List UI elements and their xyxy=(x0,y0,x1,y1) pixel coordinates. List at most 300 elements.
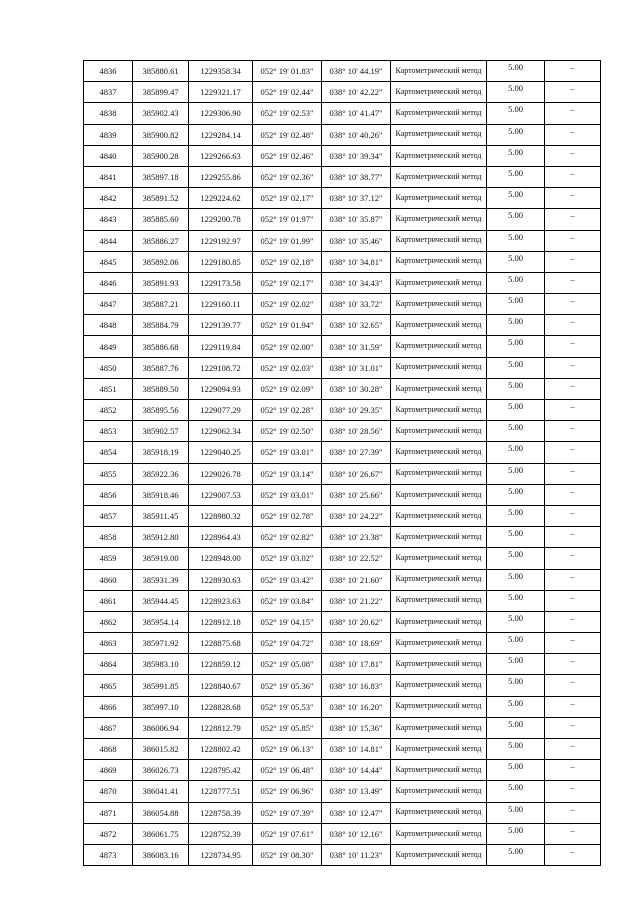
table-row xyxy=(84,251,601,272)
method: Картометрический метод xyxy=(391,654,487,675)
method: Картометрический метод xyxy=(391,188,487,209)
table-row xyxy=(84,336,601,357)
point-number: 4861 xyxy=(84,590,133,611)
latitude: 052° 19' 01.94" xyxy=(253,315,322,336)
coord-y: 1229306.90 xyxy=(189,103,253,124)
coord-y: 1229358.34 xyxy=(189,61,253,82)
coord-x: 386083.16 xyxy=(133,844,189,865)
coord-x: 385911.45 xyxy=(133,505,189,526)
note: – xyxy=(545,590,601,611)
method: Картометрический метод xyxy=(391,633,487,654)
table-row xyxy=(84,463,601,484)
coord-y: 1229255.86 xyxy=(189,166,253,187)
longitude: 038° 10' 30.28" xyxy=(322,378,391,399)
latitude: 052° 19' 02.48" xyxy=(253,124,322,145)
note: – xyxy=(545,230,601,251)
table-row xyxy=(84,823,601,844)
coord-y: 1228752.39 xyxy=(189,823,253,844)
coord-x: 385918.19 xyxy=(133,442,189,463)
note: – xyxy=(545,442,601,463)
accuracy: 5.00 xyxy=(487,166,545,187)
latitude: 052° 19' 01.83" xyxy=(253,61,322,82)
point-number: 4851 xyxy=(84,378,133,399)
accuracy: 5.00 xyxy=(487,82,545,103)
latitude: 052° 19' 07.61" xyxy=(253,823,322,844)
accuracy: 5.00 xyxy=(487,400,545,421)
longitude: 038° 10' 26.67" xyxy=(322,463,391,484)
accuracy: 5.00 xyxy=(487,823,545,844)
table-row xyxy=(84,209,601,230)
table-row xyxy=(84,400,601,421)
longitude: 038° 10' 12.16" xyxy=(322,823,391,844)
longitude: 038° 10' 20.62" xyxy=(322,611,391,632)
method: Картометрический метод xyxy=(391,315,487,336)
note: – xyxy=(545,781,601,802)
note: – xyxy=(545,611,601,632)
longitude: 038° 10' 44.19" xyxy=(322,61,391,82)
coord-y: 1229224.62 xyxy=(189,188,253,209)
method: Картометрический метод xyxy=(391,675,487,696)
note: – xyxy=(545,315,601,336)
longitude: 038° 10' 34.43" xyxy=(322,272,391,293)
note: – xyxy=(545,166,601,187)
coord-y: 1229094.93 xyxy=(189,378,253,399)
table-row xyxy=(84,378,601,399)
method: Картометрический метод xyxy=(391,230,487,251)
table-row xyxy=(84,442,601,463)
latitude: 052° 19' 03.02" xyxy=(253,548,322,569)
latitude: 052° 19' 02.17" xyxy=(253,188,322,209)
note: – xyxy=(545,505,601,526)
table-row xyxy=(84,357,601,378)
coord-x: 386054.88 xyxy=(133,802,189,823)
latitude: 052° 19' 03.42" xyxy=(253,569,322,590)
latitude: 052° 19' 02.09" xyxy=(253,378,322,399)
latitude: 052° 19' 02.00" xyxy=(253,336,322,357)
accuracy: 5.00 xyxy=(487,844,545,865)
accuracy: 5.00 xyxy=(487,802,545,823)
table-row xyxy=(84,103,601,124)
table-row xyxy=(84,611,601,632)
note: – xyxy=(545,124,601,145)
latitude: 052° 19' 03.84" xyxy=(253,590,322,611)
accuracy: 5.00 xyxy=(487,336,545,357)
table-row xyxy=(84,294,601,315)
method: Картометрический метод xyxy=(391,527,487,548)
accuracy: 5.00 xyxy=(487,378,545,399)
coord-y: 1229200.78 xyxy=(189,209,253,230)
point-number: 4850 xyxy=(84,357,133,378)
method: Картометрический метод xyxy=(391,61,487,82)
note: – xyxy=(545,739,601,760)
point-number: 4839 xyxy=(84,124,133,145)
note: – xyxy=(545,633,601,654)
method: Картометрический метод xyxy=(391,781,487,802)
table-row xyxy=(84,315,601,336)
method: Картометрический метод xyxy=(391,421,487,442)
latitude: 052° 19' 03.14" xyxy=(253,463,322,484)
table-row xyxy=(84,781,601,802)
longitude: 038° 10' 27.39" xyxy=(322,442,391,463)
point-number: 4870 xyxy=(84,781,133,802)
longitude: 038° 10' 18.69" xyxy=(322,633,391,654)
coord-y: 1229266.63 xyxy=(189,145,253,166)
accuracy: 5.00 xyxy=(487,717,545,738)
coord-x: 385991.85 xyxy=(133,675,189,696)
method: Картометрический метод xyxy=(391,802,487,823)
point-number: 4852 xyxy=(84,400,133,421)
point-number: 4845 xyxy=(84,251,133,272)
latitude: 052° 19' 02.28" xyxy=(253,400,322,421)
latitude: 052° 19' 02.02" xyxy=(253,294,322,315)
coord-x: 385897.18 xyxy=(133,166,189,187)
coord-y: 1228828.68 xyxy=(189,696,253,717)
method: Картометрический метод xyxy=(391,166,487,187)
method: Картометрический метод xyxy=(391,760,487,781)
table-row xyxy=(84,696,601,717)
table-row xyxy=(84,230,601,251)
latitude: 052° 19' 05.36" xyxy=(253,675,322,696)
method: Картометрический метод xyxy=(391,209,487,230)
coord-x: 385997.10 xyxy=(133,696,189,717)
point-number: 4869 xyxy=(84,760,133,781)
longitude: 038° 10' 42.22" xyxy=(322,82,391,103)
accuracy: 5.00 xyxy=(487,463,545,484)
method: Картометрический метод xyxy=(391,696,487,717)
coord-y: 1229321.17 xyxy=(189,82,253,103)
longitude: 038° 10' 28.56" xyxy=(322,421,391,442)
method: Картометрический метод xyxy=(391,717,487,738)
coord-y: 1229284.14 xyxy=(189,124,253,145)
coord-y: 1229108.72 xyxy=(189,357,253,378)
longitude: 038° 10' 34.81" xyxy=(322,251,391,272)
accuracy: 5.00 xyxy=(487,124,545,145)
longitude: 038° 10' 23.38" xyxy=(322,527,391,548)
point-number: 4849 xyxy=(84,336,133,357)
point-number: 4855 xyxy=(84,463,133,484)
note: – xyxy=(545,569,601,590)
latitude: 052° 19' 03.01" xyxy=(253,442,322,463)
longitude: 038° 10' 16.83" xyxy=(322,675,391,696)
method: Картометрический метод xyxy=(391,103,487,124)
longitude: 038° 10' 38.77" xyxy=(322,166,391,187)
longitude: 038° 10' 40.26" xyxy=(322,124,391,145)
method: Картометрический метод xyxy=(391,569,487,590)
coord-y: 1228758.39 xyxy=(189,802,253,823)
method: Картометрический метод xyxy=(391,484,487,505)
point-number: 4841 xyxy=(84,166,133,187)
accuracy: 5.00 xyxy=(487,145,545,166)
coord-x: 385900.82 xyxy=(133,124,189,145)
coord-x: 385884.79 xyxy=(133,315,189,336)
accuracy: 5.00 xyxy=(487,590,545,611)
coord-y: 1229119.84 xyxy=(189,336,253,357)
table-row xyxy=(84,569,601,590)
accuracy: 5.00 xyxy=(487,103,545,124)
accuracy: 5.00 xyxy=(487,188,545,209)
point-number: 4868 xyxy=(84,739,133,760)
point-number: 4860 xyxy=(84,569,133,590)
note: – xyxy=(545,209,601,230)
accuracy: 5.00 xyxy=(487,357,545,378)
table-row xyxy=(84,802,601,823)
latitude: 052° 19' 02.78" xyxy=(253,505,322,526)
coord-x: 385889.50 xyxy=(133,378,189,399)
note: – xyxy=(545,463,601,484)
table-row xyxy=(84,272,601,293)
longitude: 038° 10' 35.87" xyxy=(322,209,391,230)
point-number: 4840 xyxy=(84,145,133,166)
accuracy: 5.00 xyxy=(487,484,545,505)
latitude: 052° 19' 08.30" xyxy=(253,844,322,865)
coord-x: 385895.56 xyxy=(133,400,189,421)
note: – xyxy=(545,251,601,272)
point-number: 4873 xyxy=(84,844,133,865)
note: – xyxy=(545,823,601,844)
method: Картометрический метод xyxy=(391,124,487,145)
accuracy: 5.00 xyxy=(487,527,545,548)
point-number: 4872 xyxy=(84,823,133,844)
longitude: 038° 10' 25.66" xyxy=(322,484,391,505)
longitude: 038° 10' 32.65" xyxy=(322,315,391,336)
table-row xyxy=(84,188,601,209)
coord-y: 1228948.00 xyxy=(189,548,253,569)
coord-y: 1228964.43 xyxy=(189,527,253,548)
accuracy: 5.00 xyxy=(487,760,545,781)
method: Картометрический метод xyxy=(391,739,487,760)
longitude: 038° 10' 41.47" xyxy=(322,103,391,124)
table-row xyxy=(84,590,601,611)
coord-x: 385983.10 xyxy=(133,654,189,675)
point-number: 4844 xyxy=(84,230,133,251)
method: Картометрический метод xyxy=(391,823,487,844)
method: Картометрический метод xyxy=(391,590,487,611)
coord-x: 385944.45 xyxy=(133,590,189,611)
point-number: 4864 xyxy=(84,654,133,675)
coord-x: 385922.36 xyxy=(133,463,189,484)
coord-y: 1228795.42 xyxy=(189,760,253,781)
latitude: 052° 19' 05.85" xyxy=(253,717,322,738)
point-number: 4865 xyxy=(84,675,133,696)
coord-x: 385886.27 xyxy=(133,230,189,251)
longitude: 038° 10' 12.47" xyxy=(322,802,391,823)
coord-x: 385891.52 xyxy=(133,188,189,209)
coord-x: 385887.76 xyxy=(133,357,189,378)
method: Картометрический метод xyxy=(391,82,487,103)
coord-y: 1228840.67 xyxy=(189,675,253,696)
latitude: 052° 19' 07.39" xyxy=(253,802,322,823)
longitude: 038° 10' 17.81" xyxy=(322,654,391,675)
latitude: 052° 19' 06.48" xyxy=(253,760,322,781)
point-number: 4847 xyxy=(84,294,133,315)
accuracy: 5.00 xyxy=(487,442,545,463)
accuracy: 5.00 xyxy=(487,272,545,293)
accuracy: 5.00 xyxy=(487,675,545,696)
method: Картометрический метод xyxy=(391,548,487,569)
point-number: 4838 xyxy=(84,103,133,124)
accuracy: 5.00 xyxy=(487,781,545,802)
longitude: 038° 10' 39.34" xyxy=(322,145,391,166)
point-number: 4871 xyxy=(84,802,133,823)
longitude: 038° 10' 37.12" xyxy=(322,188,391,209)
table-row xyxy=(84,124,601,145)
point-number: 4837 xyxy=(84,82,133,103)
longitude: 038° 10' 16.20" xyxy=(322,696,391,717)
note: – xyxy=(545,61,601,82)
coord-x: 385887.21 xyxy=(133,294,189,315)
table-row xyxy=(84,633,601,654)
method: Картометрический метод xyxy=(391,336,487,357)
longitude: 038° 10' 14.81" xyxy=(322,739,391,760)
latitude: 052° 19' 05.08" xyxy=(253,654,322,675)
note: – xyxy=(545,548,601,569)
method: Картометрический метод xyxy=(391,251,487,272)
latitude: 052° 19' 01.97" xyxy=(253,209,322,230)
coord-y: 1229160.11 xyxy=(189,294,253,315)
latitude: 052° 19' 02.17" xyxy=(253,272,322,293)
longitude: 038° 10' 14.44" xyxy=(322,760,391,781)
accuracy: 5.00 xyxy=(487,230,545,251)
note: – xyxy=(545,188,601,209)
coord-y: 1228912.18 xyxy=(189,611,253,632)
note: – xyxy=(545,378,601,399)
latitude: 052° 19' 06.96" xyxy=(253,781,322,802)
note: – xyxy=(545,82,601,103)
table-row xyxy=(84,166,601,187)
note: – xyxy=(545,336,601,357)
method: Картометрический метод xyxy=(391,357,487,378)
method: Картометрический метод xyxy=(391,400,487,421)
coord-y: 1228812.79 xyxy=(189,717,253,738)
coord-y: 1228923.63 xyxy=(189,590,253,611)
point-number: 4863 xyxy=(84,633,133,654)
longitude: 038° 10' 22.52" xyxy=(322,548,391,569)
coord-x: 385900.28 xyxy=(133,145,189,166)
accuracy: 5.00 xyxy=(487,209,545,230)
note: – xyxy=(545,654,601,675)
longitude: 038° 10' 13.49" xyxy=(322,781,391,802)
point-number: 4842 xyxy=(84,188,133,209)
coord-y: 1229180.85 xyxy=(189,251,253,272)
method: Картометрический метод xyxy=(391,505,487,526)
longitude: 038° 10' 29.35" xyxy=(322,400,391,421)
coord-x: 385919.00 xyxy=(133,548,189,569)
longitude: 038° 10' 31.01" xyxy=(322,357,391,378)
coord-y: 1229139.77 xyxy=(189,315,253,336)
note: – xyxy=(545,421,601,442)
coord-x: 385899.47 xyxy=(133,82,189,103)
coord-y: 1229040.25 xyxy=(189,442,253,463)
coord-y: 1228859.12 xyxy=(189,654,253,675)
note: – xyxy=(545,357,601,378)
coord-x: 385891.93 xyxy=(133,272,189,293)
table-row xyxy=(84,548,601,569)
method: Картометрический метод xyxy=(391,611,487,632)
note: – xyxy=(545,145,601,166)
coord-x: 385918.46 xyxy=(133,484,189,505)
coord-x: 385931.39 xyxy=(133,569,189,590)
accuracy: 5.00 xyxy=(487,251,545,272)
longitude: 038° 10' 21.60" xyxy=(322,569,391,590)
coord-x: 385902.43 xyxy=(133,103,189,124)
coord-x: 386061.75 xyxy=(133,823,189,844)
note: – xyxy=(545,527,601,548)
point-number: 4857 xyxy=(84,505,133,526)
accuracy: 5.00 xyxy=(487,421,545,442)
note: – xyxy=(545,103,601,124)
accuracy: 5.00 xyxy=(487,739,545,760)
point-number: 4853 xyxy=(84,421,133,442)
accuracy: 5.00 xyxy=(487,654,545,675)
note: – xyxy=(545,294,601,315)
latitude: 052° 19' 02.50" xyxy=(253,421,322,442)
accuracy: 5.00 xyxy=(487,294,545,315)
note: – xyxy=(545,675,601,696)
longitude: 038° 10' 31.59" xyxy=(322,336,391,357)
accuracy: 5.00 xyxy=(487,696,545,717)
table-row xyxy=(84,145,601,166)
coordinates-table xyxy=(83,60,601,866)
latitude: 052° 19' 02.18" xyxy=(253,251,322,272)
coord-y: 1228875.68 xyxy=(189,633,253,654)
coord-y: 1229192.97 xyxy=(189,230,253,251)
longitude: 038° 10' 35.46" xyxy=(322,230,391,251)
coord-y: 1228980.32 xyxy=(189,505,253,526)
coord-x: 385880.61 xyxy=(133,61,189,82)
coord-y: 1228734.95 xyxy=(189,844,253,865)
coord-x: 386026.73 xyxy=(133,760,189,781)
longitude: 038° 10' 21.22" xyxy=(322,590,391,611)
table-row xyxy=(84,717,601,738)
coord-x: 386006.94 xyxy=(133,717,189,738)
point-number: 4862 xyxy=(84,611,133,632)
coord-y: 1228930.63 xyxy=(189,569,253,590)
accuracy: 5.00 xyxy=(487,61,545,82)
point-number: 4867 xyxy=(84,717,133,738)
coord-y: 1229173.58 xyxy=(189,272,253,293)
latitude: 052° 19' 02.53" xyxy=(253,103,322,124)
coord-y: 1229026.78 xyxy=(189,463,253,484)
coord-y: 1228777.51 xyxy=(189,781,253,802)
point-number: 4854 xyxy=(84,442,133,463)
coord-x: 385892.06 xyxy=(133,251,189,272)
method: Картометрический метод xyxy=(391,378,487,399)
table-row xyxy=(84,505,601,526)
table-row xyxy=(84,421,601,442)
table-row xyxy=(84,61,601,82)
point-number: 4836 xyxy=(84,61,133,82)
accuracy: 5.00 xyxy=(487,505,545,526)
table-row xyxy=(84,760,601,781)
coord-y: 1229062.34 xyxy=(189,421,253,442)
note: – xyxy=(545,802,601,823)
longitude: 038° 10' 15.36" xyxy=(322,717,391,738)
table-row xyxy=(84,844,601,865)
coord-x: 385902.57 xyxy=(133,421,189,442)
coord-x: 385885.60 xyxy=(133,209,189,230)
coord-y: 1229077.29 xyxy=(189,400,253,421)
latitude: 052° 19' 04.72" xyxy=(253,633,322,654)
point-number: 4848 xyxy=(84,315,133,336)
accuracy: 5.00 xyxy=(487,611,545,632)
latitude: 052° 19' 06.13" xyxy=(253,739,322,760)
coord-x: 386041.41 xyxy=(133,781,189,802)
coord-x: 385886.68 xyxy=(133,336,189,357)
coord-x: 385912.80 xyxy=(133,527,189,548)
accuracy: 5.00 xyxy=(487,315,545,336)
latitude: 052° 19' 04.15" xyxy=(253,611,322,632)
table-row xyxy=(84,484,601,505)
